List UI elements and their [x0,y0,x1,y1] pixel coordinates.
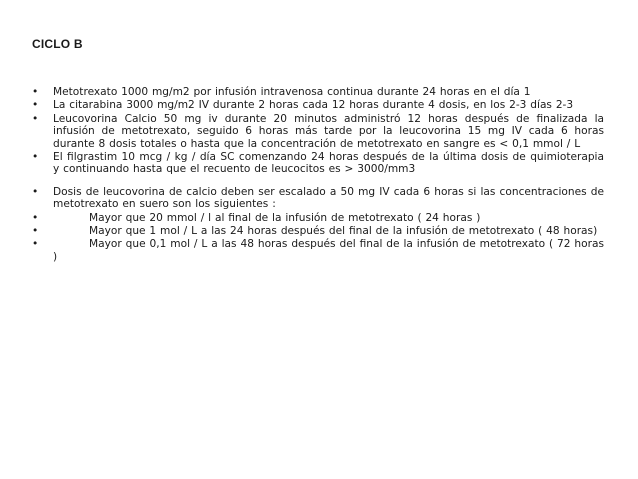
list-item-text: Leucovorina Calcio 50 mg iv durante 20 minutos administró 12 horas después de finalizada la infusión de metotrexato, seguido 6 horas más tarde por la leucovorina 15 mg IV cada 6 horas durante 8 dosis totales o hasta que la concentración de metotrexato en sangre es < 0,1 mmol / L [53,112,604,150]
list-item-text: Mayor que 20 mmol / l al final de la infusión de metotrexato ( 24 horas ) [89,211,481,224]
bullet-icon: • [32,238,39,251]
bullet-icon: • [32,185,39,198]
list-item [32,86,604,98]
list-item [32,113,604,150]
list-item [32,151,604,176]
list-item-text: Metotrexato 1000 mg/m2 por infusión intravenosa continua durante 24 horas en el día 1 [53,86,531,98]
bullet-list [32,86,604,264]
list-item-text: Dosis de leucovorina de calcio deben ser escalado a 50 mg IV cada 6 horas si las concentraciones de metotrexato en suero son los siguientes : [53,185,604,211]
bullet-icon: • [32,86,39,98]
list-item-text: El filgrastim 10 mcg / kg / día SC comenzando 24 horas después de la última dosis de quimioterapia y continuando hasta que el recuento de leucocitos es > 3000/mm3 [53,151,604,176]
bullet-icon: • [32,225,39,238]
list-item-text: Mayor que 0,1 mol / L a las 48 horas después del final de la infusión de metotrexato ( 72 horas ) [53,238,604,263]
bullet-icon: • [32,211,39,224]
list-item-text: La citarabina 3000 mg/m2 IV durante 2 horas cada 12 horas durante 4 dosis, en los 2-3 días 2-3 [53,99,574,112]
list-item [32,225,604,237]
bullet-icon: • [32,99,39,112]
bullet-icon: • [32,151,39,164]
list-item [32,238,604,263]
bullet-icon: • [32,112,39,125]
list-item [32,99,604,111]
slide-title: CICLO B [32,37,83,51]
list-item [32,212,604,224]
list-item [32,186,604,211]
list-item-text: Mayor que 1 mol / L a las 24 horas después del final de la infusión de metotrexato ( 48 horas) [89,225,598,238]
